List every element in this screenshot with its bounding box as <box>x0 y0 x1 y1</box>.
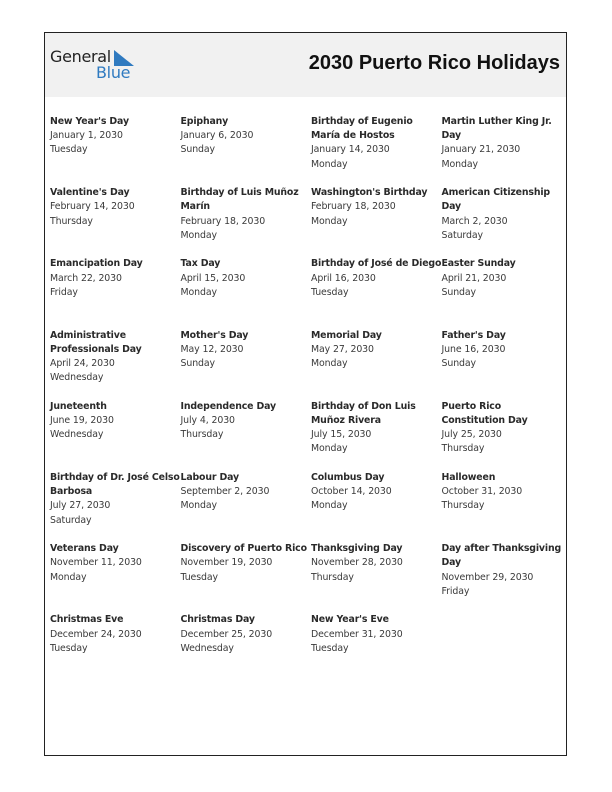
holiday-date: April 24, 2030 <box>50 357 115 369</box>
holiday-name: Thanksgiving Day <box>311 543 403 555</box>
holiday-name: Tax Day <box>180 258 221 270</box>
holiday-name: American Citizenship Day <box>441 187 550 213</box>
holiday-weekday: Tuesday <box>50 144 88 156</box>
holiday-weekday: Tuesday <box>180 571 218 583</box>
holiday-date: November 29, 2030 <box>441 571 534 583</box>
holiday-entry <box>181 115 312 186</box>
holiday-entry <box>442 257 567 328</box>
holiday-entry <box>50 257 181 328</box>
holiday-name: Birthday of Dr. José Celso Barbosa <box>50 471 180 498</box>
holiday-date: December 24, 2030 <box>50 628 142 640</box>
holiday-entry <box>311 400 442 471</box>
holiday-weekday: Monday <box>180 229 217 241</box>
holiday-date: January 6, 2030 <box>180 130 254 142</box>
holiday-weekday: Thursday <box>311 571 354 583</box>
holiday-weekday: Wednesday <box>180 642 234 654</box>
holiday-entry <box>311 542 442 613</box>
holiday-weekday: Friday <box>441 585 470 597</box>
holiday-entry <box>311 186 442 257</box>
holiday-entry <box>311 613 442 684</box>
holiday-name: Halloween <box>441 471 496 483</box>
holiday-weekday: Sunday <box>441 357 476 369</box>
holiday-weekday: Thursday <box>180 429 224 441</box>
holiday-entry <box>311 471 442 542</box>
holiday-weekday: Monday <box>180 500 217 512</box>
holiday-entry <box>311 329 442 400</box>
holiday-date: January 14, 2030 <box>311 144 390 156</box>
holiday-date: October 31, 2030 <box>441 486 523 498</box>
holiday-date: February 18, 2030 <box>311 201 396 213</box>
holiday-date: September 2, 2030 <box>180 486 270 498</box>
holiday-weekday: Tuesday <box>311 642 349 654</box>
holiday-weekday: Thursday <box>441 500 485 512</box>
holiday-date: November 11, 2030 <box>50 557 142 569</box>
holiday-entry <box>181 257 312 328</box>
holiday-name: Puerto Rico Constitution Day <box>441 400 528 426</box>
holiday-date: April 15, 2030 <box>180 272 246 284</box>
holiday-entry <box>442 542 567 613</box>
holiday-name: Discovery of Puerto Rico <box>180 543 307 555</box>
holiday-name: Birthday of José de Diego <box>311 258 442 270</box>
brand-blue-text: Blue <box>96 63 131 82</box>
holiday-date: July 27, 2030 <box>50 500 111 512</box>
holiday-date: April 16, 2030 <box>311 272 376 284</box>
holiday-name: Easter Sunday <box>441 258 516 270</box>
holiday-entry <box>181 329 312 400</box>
holiday-entry <box>442 471 567 542</box>
holiday-entry <box>181 613 312 684</box>
holiday-name: Labour Day <box>180 471 239 483</box>
holiday-date: July 25, 2030 <box>441 429 502 441</box>
holiday-entry <box>50 115 181 186</box>
holiday-name: Birthday of Eugenio María de Hostos <box>311 116 413 142</box>
holiday-name: Birthday of Don Luis Muñoz Rivera <box>311 400 416 426</box>
brand-general-text: General <box>50 47 111 66</box>
header-band <box>45 33 566 97</box>
holiday-date: July 4, 2030 <box>180 414 235 426</box>
holiday-weekday: Sunday <box>441 286 476 298</box>
brand-logo <box>50 47 140 83</box>
holiday-weekday: Sunday <box>180 144 215 156</box>
holiday-name: Veterans Day <box>50 543 119 555</box>
holiday-date: April 21, 2030 <box>441 272 507 284</box>
holiday-name: New Year's Day <box>50 116 129 127</box>
holiday-entry <box>50 329 181 400</box>
holiday-weekday: Thursday <box>50 215 93 227</box>
holiday-entry <box>50 613 181 684</box>
holiday-name: Epiphany <box>180 116 229 127</box>
holiday-date: March 22, 2030 <box>50 272 122 284</box>
holiday-name: Father's Day <box>441 329 506 341</box>
holiday-name: Day after Thanksgiving Day <box>441 543 562 569</box>
holiday-weekday: Saturday <box>441 229 483 241</box>
holiday-weekday: Saturday <box>50 514 92 526</box>
holiday-date: July 15, 2030 <box>311 429 372 441</box>
holiday-weekday: Friday <box>50 286 78 298</box>
holiday-name: Christmas Day <box>180 614 255 626</box>
holiday-weekday: Wednesday <box>50 372 104 384</box>
holiday-date: June 16, 2030 <box>441 343 506 355</box>
holiday-entry <box>50 186 181 257</box>
holiday-weekday: Tuesday <box>50 642 88 654</box>
page-frame <box>44 32 567 756</box>
holiday-date: January 21, 2030 <box>441 144 521 156</box>
holiday-name: Washington's Birthday <box>311 187 428 199</box>
holiday-name: Christmas Eve <box>50 614 124 626</box>
holiday-name: Administrative Professionals Day <box>50 329 142 355</box>
holiday-date: February 14, 2030 <box>50 201 135 213</box>
holiday-weekday: Monday <box>311 215 348 227</box>
holiday-entry <box>442 115 567 186</box>
holiday-weekday: Monday <box>311 443 348 455</box>
holiday-name: Valentine's Day <box>50 187 130 199</box>
holiday-entry <box>181 542 312 613</box>
holiday-entry <box>311 257 442 328</box>
holiday-date: December 31, 2030 <box>311 628 403 640</box>
holiday-date: May 27, 2030 <box>311 343 374 355</box>
holiday-date: November 19, 2030 <box>180 557 273 569</box>
holiday-weekday: Monday <box>311 357 348 369</box>
holiday-date: March 2, 2030 <box>441 215 508 227</box>
holiday-entry <box>311 115 442 186</box>
holiday-weekday: Thursday <box>441 443 485 455</box>
holiday-entry <box>50 471 181 542</box>
holiday-date: October 14, 2030 <box>311 486 392 498</box>
holiday-date: January 1, 2030 <box>50 130 123 142</box>
holiday-date: February 18, 2030 <box>180 215 266 227</box>
holiday-name: Independence Day <box>180 400 276 412</box>
holiday-entry <box>50 542 181 613</box>
holiday-name: Martin Luther King Jr. Day <box>441 116 552 142</box>
holiday-name: Juneteenth <box>50 400 107 412</box>
holiday-weekday: Monday <box>311 158 348 170</box>
holiday-weekday: Monday <box>441 158 478 170</box>
holiday-entry <box>181 400 312 471</box>
holiday-weekday: Monday <box>311 500 348 512</box>
holiday-weekday: Sunday <box>180 357 215 369</box>
holiday-weekday: Monday <box>180 286 217 298</box>
holiday-entry <box>50 400 181 471</box>
holiday-name: Columbus Day <box>311 471 385 483</box>
holiday-name: Mother's Day <box>180 329 249 341</box>
holiday-date: June 19, 2030 <box>50 414 114 426</box>
holiday-name: New Year's Eve <box>311 614 389 626</box>
holiday-entry <box>442 186 567 257</box>
holiday-entry <box>442 400 567 471</box>
holiday-weekday: Monday <box>50 571 87 583</box>
holiday-weekday: Tuesday <box>311 286 349 298</box>
holiday-date: November 28, 2030 <box>311 557 403 569</box>
holiday-entry <box>181 186 312 257</box>
holiday-name: Emancipation Day <box>50 258 143 270</box>
holiday-date: December 25, 2030 <box>180 628 273 640</box>
holiday-name: Memorial Day <box>311 329 382 341</box>
holiday-entry <box>442 329 567 400</box>
holiday-grid <box>50 115 566 685</box>
holiday-entry <box>181 471 312 542</box>
holiday-date: May 12, 2030 <box>180 343 244 355</box>
holiday-name: Birthday of Luis Muñoz Marín <box>180 187 299 213</box>
page-title: 2030 Puerto Rico Holidays <box>308 52 560 74</box>
holiday-weekday: Wednesday <box>50 429 104 441</box>
